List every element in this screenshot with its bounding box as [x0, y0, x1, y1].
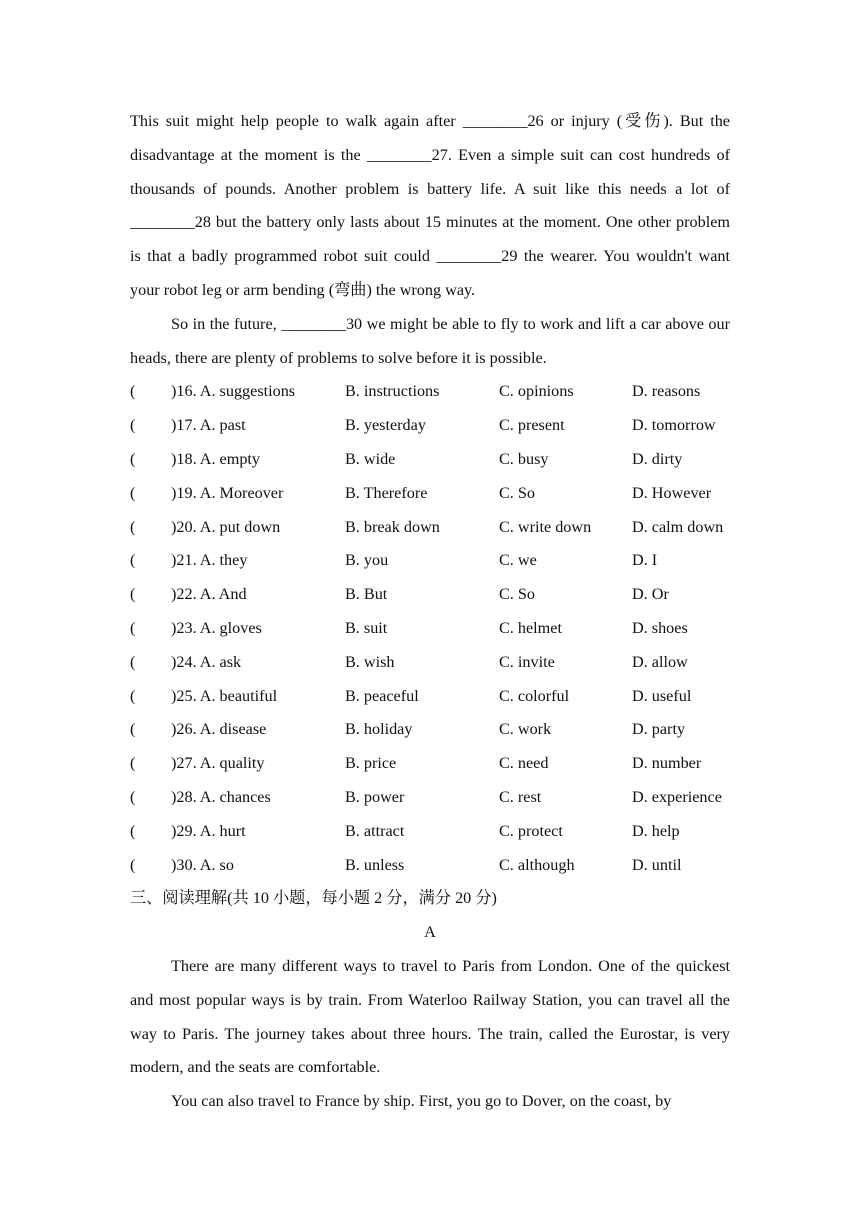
- document-content: [130, 105, 730, 1119]
- option-a: )20. A. put down: [171, 517, 281, 536]
- option-d: D. number: [632, 754, 702, 773]
- answer-blank[interactable]: (: [130, 585, 136, 604]
- option-a: )16. A. suggestions: [171, 382, 296, 401]
- option-row-17: [130, 409, 730, 443]
- option-c: C. So: [499, 585, 535, 604]
- section-heading: 三、阅读理解(共 10 小题，每小题 2 分，满分 20 分): [130, 889, 497, 908]
- answer-blank[interactable]: (: [130, 855, 136, 874]
- answer-blank[interactable]: (: [130, 382, 136, 401]
- option-d: D. useful: [632, 686, 692, 705]
- option-a: )24. A. ask: [171, 652, 242, 671]
- reading-paragraph-2: You can also travel to France by ship. First, you go to Dover, on the coast, by: [171, 1092, 672, 1111]
- option-b: B. But: [345, 585, 388, 604]
- option-a: )27. A. quality: [171, 754, 265, 773]
- option-b: B. suit: [345, 618, 388, 637]
- option-b: B. unless: [345, 855, 405, 874]
- option-c: C. helmet: [499, 618, 562, 637]
- option-b: B. power: [345, 787, 405, 806]
- option-row-27: [130, 747, 730, 781]
- answer-blank[interactable]: (: [130, 551, 136, 570]
- answer-blank[interactable]: (: [130, 821, 136, 840]
- option-d: D. help: [632, 821, 680, 840]
- option-d: D. until: [632, 855, 682, 874]
- option-a: )28. A. chances: [171, 787, 271, 806]
- answer-blank[interactable]: (: [130, 787, 136, 806]
- answer-blank[interactable]: (: [130, 652, 136, 671]
- option-c: C. invite: [499, 652, 555, 671]
- option-row-24: [130, 646, 730, 680]
- option-b: B. you: [345, 551, 389, 570]
- option-c: C. work: [499, 720, 552, 739]
- option-a: )21. A. they: [171, 551, 248, 570]
- option-a: )19. A. Moreover: [171, 483, 284, 502]
- option-row-16: [130, 375, 730, 409]
- cloze-options-list: [130, 375, 730, 882]
- option-c: C. although: [499, 855, 575, 874]
- option-d: D. dirty: [632, 449, 683, 468]
- option-a: )26. A. disease: [171, 720, 267, 739]
- option-row-30: [130, 849, 730, 883]
- option-row-18: [130, 443, 730, 477]
- option-row-23: [130, 612, 730, 646]
- option-b: B. holiday: [345, 720, 413, 739]
- option-c: C. So: [499, 483, 535, 502]
- option-d: D. allow: [632, 652, 688, 671]
- option-row-28: [130, 781, 730, 815]
- option-c: C. busy: [499, 449, 549, 468]
- option-d: D. shoes: [632, 618, 688, 637]
- passage-paragraph-2: So in the future, ________30 we might be able to fly to work and lift a car above our heads, there are plenty of problems to solve before it is possible.: [130, 314, 730, 367]
- option-d: D. party: [632, 720, 686, 739]
- option-a: )30. A. so: [171, 855, 234, 874]
- option-row-21: [130, 544, 730, 578]
- option-c: C. colorful: [499, 686, 570, 705]
- option-c: C. we: [499, 551, 537, 570]
- option-b: B. peaceful: [345, 686, 419, 705]
- answer-blank[interactable]: (: [130, 618, 136, 637]
- option-row-19: [130, 477, 730, 511]
- option-b: B. instructions: [345, 382, 440, 401]
- option-b: B. wish: [345, 652, 395, 671]
- reading-paragraph-1: There are many different ways to travel to Paris from London. One of the quickest and most popular ways is by train. From Waterloo Railway Station, you can travel all the way to Paris. The journey takes about three hours. The train, called the Eurostar, is very modern, and the seats are comfortable.: [130, 956, 730, 1077]
- reading-passage-label: A: [424, 923, 436, 942]
- answer-blank[interactable]: (: [130, 754, 136, 773]
- option-a: )23. A. gloves: [171, 618, 262, 637]
- option-c: C. present: [499, 416, 565, 435]
- option-b: B. Therefore: [345, 483, 428, 502]
- option-d: D. Or: [632, 585, 669, 604]
- option-b: B. attract: [345, 821, 405, 840]
- answer-blank[interactable]: (: [130, 517, 136, 536]
- option-b: B. price: [345, 754, 397, 773]
- option-row-25: [130, 680, 730, 714]
- option-c: C. write down: [499, 517, 592, 536]
- option-a: )25. A. beautiful: [171, 686, 278, 705]
- option-c: C. protect: [499, 821, 563, 840]
- option-row-22: [130, 578, 730, 612]
- option-d: D. calm down: [632, 517, 724, 536]
- option-b: B. yesterday: [345, 416, 426, 435]
- option-d: D. tomorrow: [632, 416, 716, 435]
- answer-blank[interactable]: (: [130, 449, 136, 468]
- answer-blank[interactable]: (: [130, 416, 136, 435]
- option-row-20: [130, 511, 730, 545]
- option-a: )17. A. past: [171, 416, 246, 435]
- option-b: B. break down: [345, 517, 440, 536]
- option-d: D. reasons: [632, 382, 701, 401]
- option-c: C. need: [499, 754, 549, 773]
- option-d: D. However: [632, 483, 712, 502]
- answer-blank[interactable]: (: [130, 686, 136, 705]
- option-a: )22. A. And: [171, 585, 247, 604]
- option-b: B. wide: [345, 449, 396, 468]
- answer-blank[interactable]: (: [130, 483, 136, 502]
- option-c: C. opinions: [499, 382, 574, 401]
- option-d: D. I: [632, 551, 658, 570]
- option-c: C. rest: [499, 787, 542, 806]
- option-a: )18. A. empty: [171, 449, 261, 468]
- answer-blank[interactable]: (: [130, 720, 136, 739]
- option-row-26: [130, 713, 730, 747]
- option-d: D. experience: [632, 787, 722, 806]
- option-row-29: [130, 815, 730, 849]
- option-a: )29. A. hurt: [171, 821, 246, 840]
- passage-paragraph-1: This suit might help people to walk again after ________26 or injury (受伤). But the disadvantage at the moment is the ________27. Even a simple suit can cost hundreds of thousands of pounds. Another problem is battery life. A suit like this needs a lot of ________28 but the battery only lasts about 15 minutes at the moment. One other problem is that a badly programmed robot suit could ________29 the wearer. You wouldn't want your robot leg or arm bending (弯曲) the wrong way.: [130, 112, 730, 299]
